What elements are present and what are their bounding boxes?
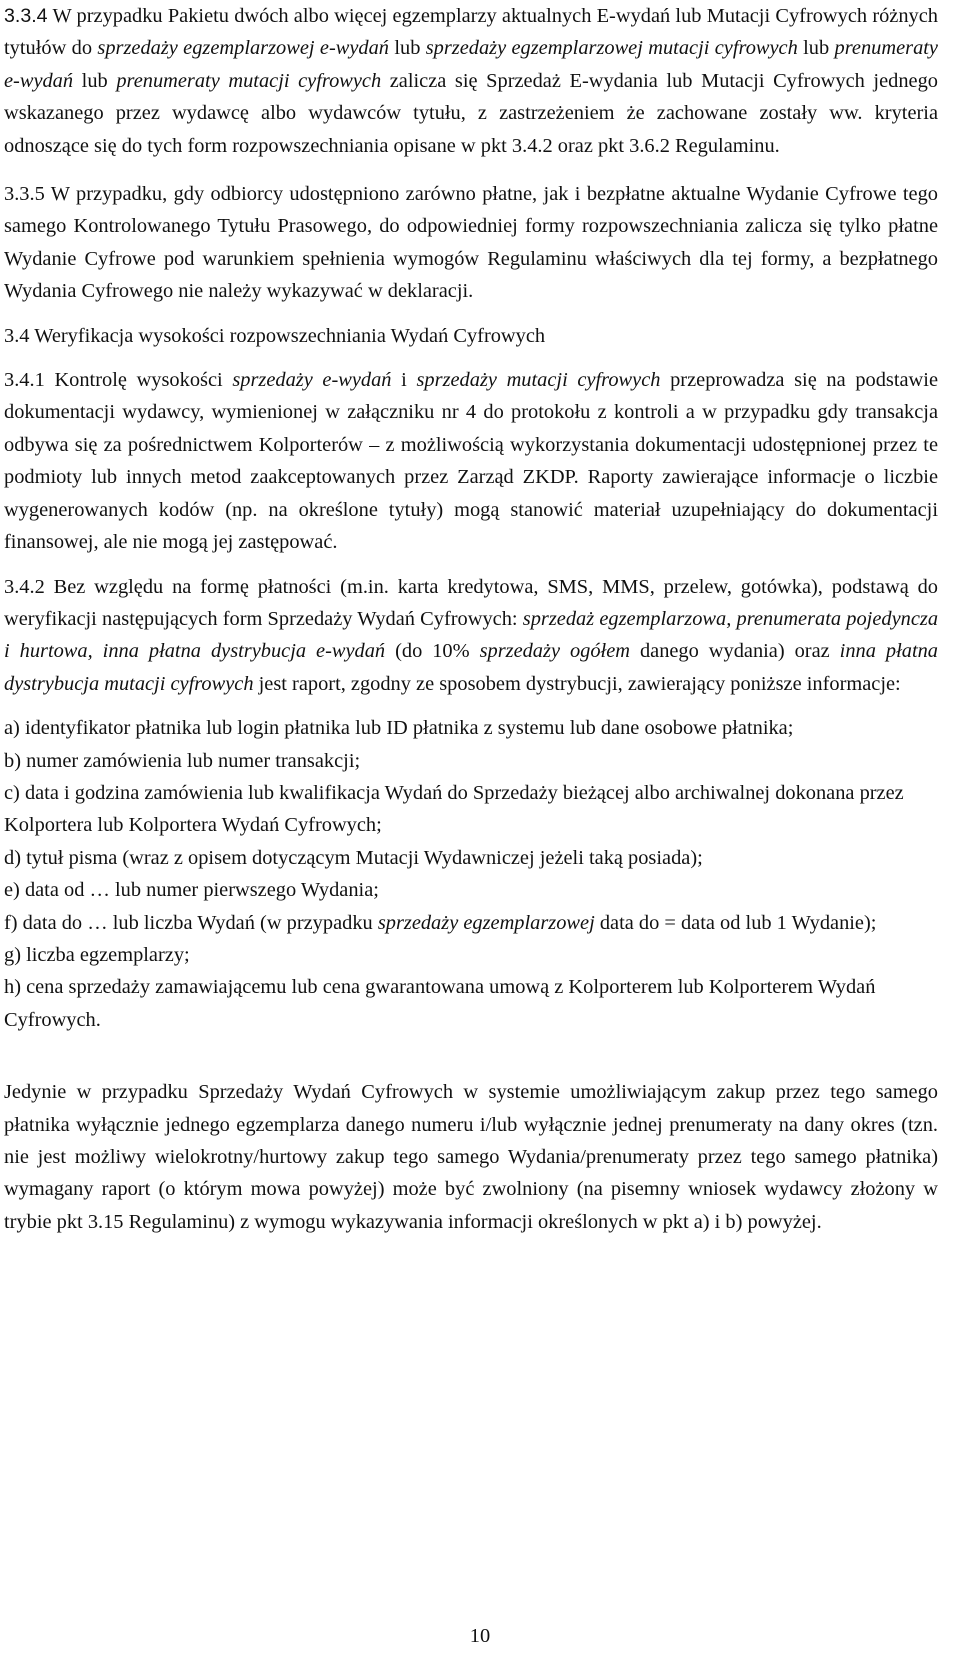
paragraph-3-3-4-tail: zalicza się Sprzedaż E-wydania lub Mutacji Cyfrowych jednego wskazanego przez wydawcę albo wydawców tytułu, z zastrzeżeniem że zachowane zostały ww. kryteria odnoszące się do tych form rozpowszechniania opisane w pkt 3.4.2 oraz pkt 3.6.2 Regulaminu. [4, 69, 938, 157]
page-number: 10 [469, 1625, 491, 1647]
list-item-a: a) identyfikator płatnika lub login płatnika lub ID płatnika z systemu lub dane osobowe płatnika; [4, 717, 794, 740]
connector-text: i [391, 369, 417, 392]
term-sprzedaz-egzemplarzowa: sprzedaży egzemplarzowej [377, 911, 595, 934]
paragraph-3-4-2-text: 3.4.2 Bez względu na formę płatności (m.in. karta kredytowa, SMS, MMS, przelew, gotówka), podstawą do weryfikacji następujących form Sprzedaży Wydań Cyfrowych: [4, 575, 938, 630]
term-prenumerata-e-wydan: prenumeraty e-wydań [4, 37, 938, 92]
paragraph-3-4-1 [4, 364, 938, 558]
list-item-e: e) data od … lub numer pierwszego Wydania; [4, 879, 379, 902]
connector-text: danego wydania) oraz [629, 640, 840, 663]
list-item-g: g) liczba egzemplarzy; [4, 943, 190, 966]
list-item-d: d) tytuł pisma (wraz z opisem dotyczącym Mutacji Wydawniczej jeżeli taką posiada); [4, 846, 703, 869]
paragraph-3-4-1-text: 3.4.1 Kontrolę wysokości [4, 369, 233, 392]
term-sprzedaz-ogolem: sprzedaży ogółem [479, 640, 630, 663]
list-item-f-tail: data do = data od lub 1 Wydanie); [594, 911, 877, 934]
term-sprzedaz-egzemplarzowa-e-wydan: sprzedaży egzemplarzowej e-wydań [97, 37, 389, 60]
term-inna-platna-dystrybucja-mutacji: inna płatna dystrybucja mutacji cyfrowych [4, 640, 938, 695]
term-formy-sprzedazy: sprzedaż egzemplarzowa, prenumerata pojedyncza i hurtowa, inna płatna dystrybucja e-wydań [4, 607, 939, 663]
paragraph-3-4-2-tail: jest raport, zgodny ze sposobem dystrybucji, zawierający poniższe informacje: [253, 672, 901, 695]
section-number-3-3-4: 3.3.4 [4, 5, 48, 27]
connector-text: lub [797, 37, 835, 60]
closing-paragraph: Jedynie w przypadku Sprzedaży Wydań Cyfrowych w systemie umożliwiającym zakup przez tego samego płatnika wyłącznie jednego egzemplarza danego numeru i/lub wyłącznie jednej prenumeraty na dany okres (tzn. nie jest możliwy wielokrotny/hurtowy zakup tego samego Wydania/prenumeraty przez tego samego płatnika) wymagany raport (o którym mowa powyżej) może być zwolniony (na pisemny wniosek wydawcy złożony w trybie pkt 3.15 Regulaminu) z wymogu wykazywania informacji określonych w pkt a) i b) powyżej. [4, 1081, 938, 1233]
list-item-h: h) cena sprzedaży zamawiającemu lub cena gwarantowana umową z Kolporterem lub Kolporterem Wydań Cyfrowych. [4, 976, 876, 1031]
paragraph-3-3-5: 3.3.5 W przypadku, gdy odbiorcy udostępniono zarówno płatne, jak i bezpłatne aktualne Wydanie Cyfrowe tego samego Kontrolowanego Tytułu Prasowego, do odpowiedniej formy rozpowszechniania zalicza się tylko płatne Wydanie Cyfrowe pod warunkiem spełnienia wymogów Regulaminu właściwych dla tej formy, a bezpłatnego Wydania Cyfrowego nie należy wykazywać w deklaracji. [4, 183, 938, 303]
term-sprzedaz-mutacji-cyfrowych: sprzedaży mutacji cyfrowych [416, 369, 661, 392]
paragraph-3-4-2 [4, 571, 938, 701]
connector-text: lub [73, 69, 117, 92]
connector-text: (do 10% [385, 640, 480, 663]
report-requirements-list [4, 712, 938, 1036]
document-body [4, 0, 938, 1238]
term-prenumerata-mutacji: prenumeraty mutacji cyfrowych [116, 69, 382, 92]
list-item-f-text: f) data do … lub liczba Wydań (w przypadku [4, 911, 378, 934]
paragraph-3-3-4-text: W przypadku Pakietu dwóch albo więcej egzemplarzy aktualnych E-wydań lub Mutacji Cyfrowych różnych tytułów do [4, 5, 938, 60]
list-item-c: c) data i godzina zamówienia lub kwalifikacja Wydań do Sprzedaży bieżącej albo archiwalnej dokonana przez Kolportera lub Kolportera Wydań Cyfrowych; [4, 781, 904, 837]
connector-text: lub [388, 37, 426, 60]
paragraph-3-3-4 [4, 0, 938, 162]
term-sprzedaz-e-wydan: sprzedaży e-wydań [232, 369, 392, 392]
list-item-b: b) numer zamówienia lub numer transakcji; [4, 749, 361, 772]
section-heading-3-4: 3.4 Weryfikacja wysokości rozpowszechniania Wydań Cyfrowych [4, 324, 546, 347]
term-sprzedaz-egzemplarzowa-mutacji: sprzedaży egzemplarzowej mutacji cyfrowych [425, 37, 798, 60]
paragraph-3-4-1-tail: przeprowadza się na podstawie dokumentacji wydawcy, wymienionej w załączniku nr 4 do protokołu z kontroli a w przypadku gdy transakcja odbywa się za pośrednictwem Kolporterów – z możliwością wykorzystania dokumentacji udostępnionej przez te podmioty lub innych metod zaakceptowanych przez Zarząd ZKDP. Raporty zawierające informacje o liczbie wygenerowanych kodów (np. na określone tytuły) mogą stanowić materiał uzupełniający do dokumentacji finansowej, ale nie mogą jej zastępować. [4, 369, 938, 554]
list-item-f [4, 907, 938, 939]
